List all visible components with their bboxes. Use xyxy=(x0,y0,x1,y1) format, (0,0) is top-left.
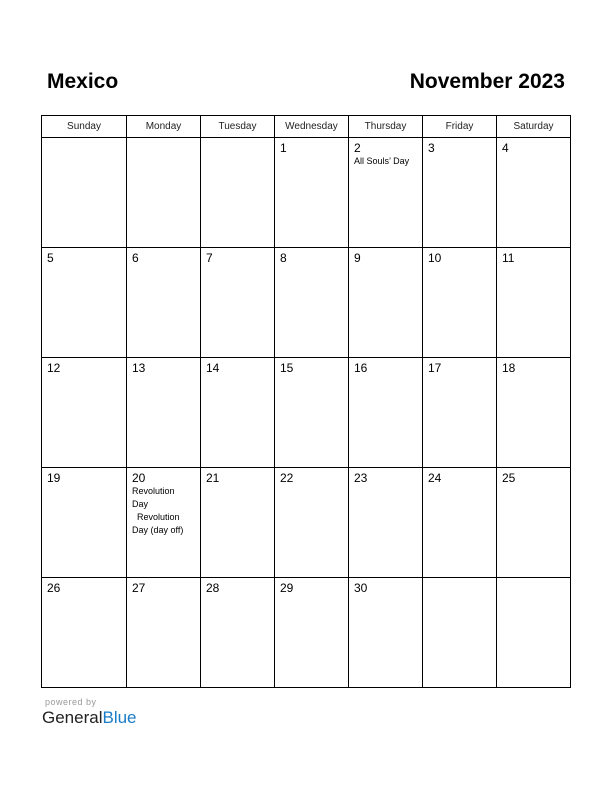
weekday-header: Tuesday xyxy=(201,116,275,138)
logo-general: General xyxy=(42,708,103,727)
day-number: 25 xyxy=(502,471,516,485)
weekday-header: Friday xyxy=(423,116,497,138)
day-number: 16 xyxy=(354,361,368,375)
calendar-grid xyxy=(41,115,571,688)
day-number: 28 xyxy=(206,581,220,595)
day-cell xyxy=(497,138,571,248)
day-number: 6 xyxy=(132,251,139,265)
week-row xyxy=(42,468,571,578)
day-cell xyxy=(349,248,423,358)
day-number: 14 xyxy=(206,361,220,375)
day-cell xyxy=(127,358,201,468)
day-number: 3 xyxy=(428,141,435,155)
day-number: 10 xyxy=(428,251,442,265)
day-number: 19 xyxy=(47,471,61,485)
day-cell xyxy=(42,358,127,468)
day-cell xyxy=(201,358,275,468)
holiday-label: All Souls’ Day xyxy=(354,156,410,166)
day-number: 13 xyxy=(132,361,146,375)
day-cell xyxy=(42,138,127,248)
day-cell xyxy=(423,358,497,468)
day-number: 7 xyxy=(206,251,213,265)
weekday-header: Sunday xyxy=(42,116,127,138)
day-cell xyxy=(423,138,497,248)
day-number: 12 xyxy=(47,361,61,375)
day-cell xyxy=(127,138,201,248)
day-number: 20 xyxy=(132,471,146,485)
day-cell xyxy=(201,248,275,358)
day-number: 26 xyxy=(47,581,61,595)
day-number: 2 xyxy=(354,141,361,155)
day-number: 30 xyxy=(354,581,368,595)
day-number: 29 xyxy=(280,581,294,595)
day-cell xyxy=(423,468,497,578)
day-cell xyxy=(127,248,201,358)
day-cell xyxy=(497,578,571,688)
day-number: 27 xyxy=(132,581,146,595)
powered-by-text: powered by xyxy=(45,697,97,707)
day-number: 18 xyxy=(502,361,516,375)
day-number: 5 xyxy=(47,251,54,265)
day-cell xyxy=(349,138,423,248)
day-cell xyxy=(497,248,571,358)
day-number: 8 xyxy=(280,251,287,265)
day-cell xyxy=(497,468,571,578)
day-cell xyxy=(201,578,275,688)
day-cell xyxy=(349,358,423,468)
month-title: November 2023 xyxy=(409,70,565,93)
holiday-label: Day (day off) xyxy=(132,525,184,535)
weekday-header: Wednesday xyxy=(275,116,349,138)
week-row xyxy=(42,248,571,358)
country-title: Mexico xyxy=(47,70,119,93)
weekday-header: Thursday xyxy=(349,116,423,138)
day-cell xyxy=(275,578,349,688)
logo-blue: Blue xyxy=(102,708,137,727)
generalblue-logo[interactable] xyxy=(42,708,137,728)
week-row xyxy=(42,138,571,248)
week-row xyxy=(42,578,571,688)
day-number: 23 xyxy=(354,471,368,485)
day-cell xyxy=(42,578,127,688)
day-cell xyxy=(275,138,349,248)
day-number: 24 xyxy=(428,471,442,485)
day-cell xyxy=(423,248,497,358)
weekday-header: Monday xyxy=(127,116,201,138)
day-cell xyxy=(201,468,275,578)
day-number: 11 xyxy=(502,251,515,265)
day-number: 21 xyxy=(206,471,220,485)
day-cell xyxy=(42,468,127,578)
day-cell xyxy=(423,578,497,688)
day-cell xyxy=(349,578,423,688)
day-cell xyxy=(275,358,349,468)
day-cell xyxy=(349,468,423,578)
day-number: 22 xyxy=(280,471,294,485)
day-cell xyxy=(275,248,349,358)
week-row xyxy=(42,358,571,468)
day-number: 17 xyxy=(428,361,442,375)
day-cell xyxy=(497,358,571,468)
day-cell xyxy=(127,468,201,578)
holiday-label: Day xyxy=(132,499,149,509)
day-number: 1 xyxy=(280,141,287,155)
day-cell xyxy=(127,578,201,688)
day-cell xyxy=(42,248,127,358)
holiday-label: Revolution xyxy=(132,486,175,496)
day-number: 4 xyxy=(502,141,509,155)
day-number: 15 xyxy=(280,361,294,375)
day-cell xyxy=(275,468,349,578)
day-cell xyxy=(201,138,275,248)
weekday-header-row xyxy=(42,116,571,138)
weekday-header: Saturday xyxy=(497,116,571,138)
day-number: 9 xyxy=(354,251,361,265)
holiday-label: Revolution xyxy=(137,512,180,522)
